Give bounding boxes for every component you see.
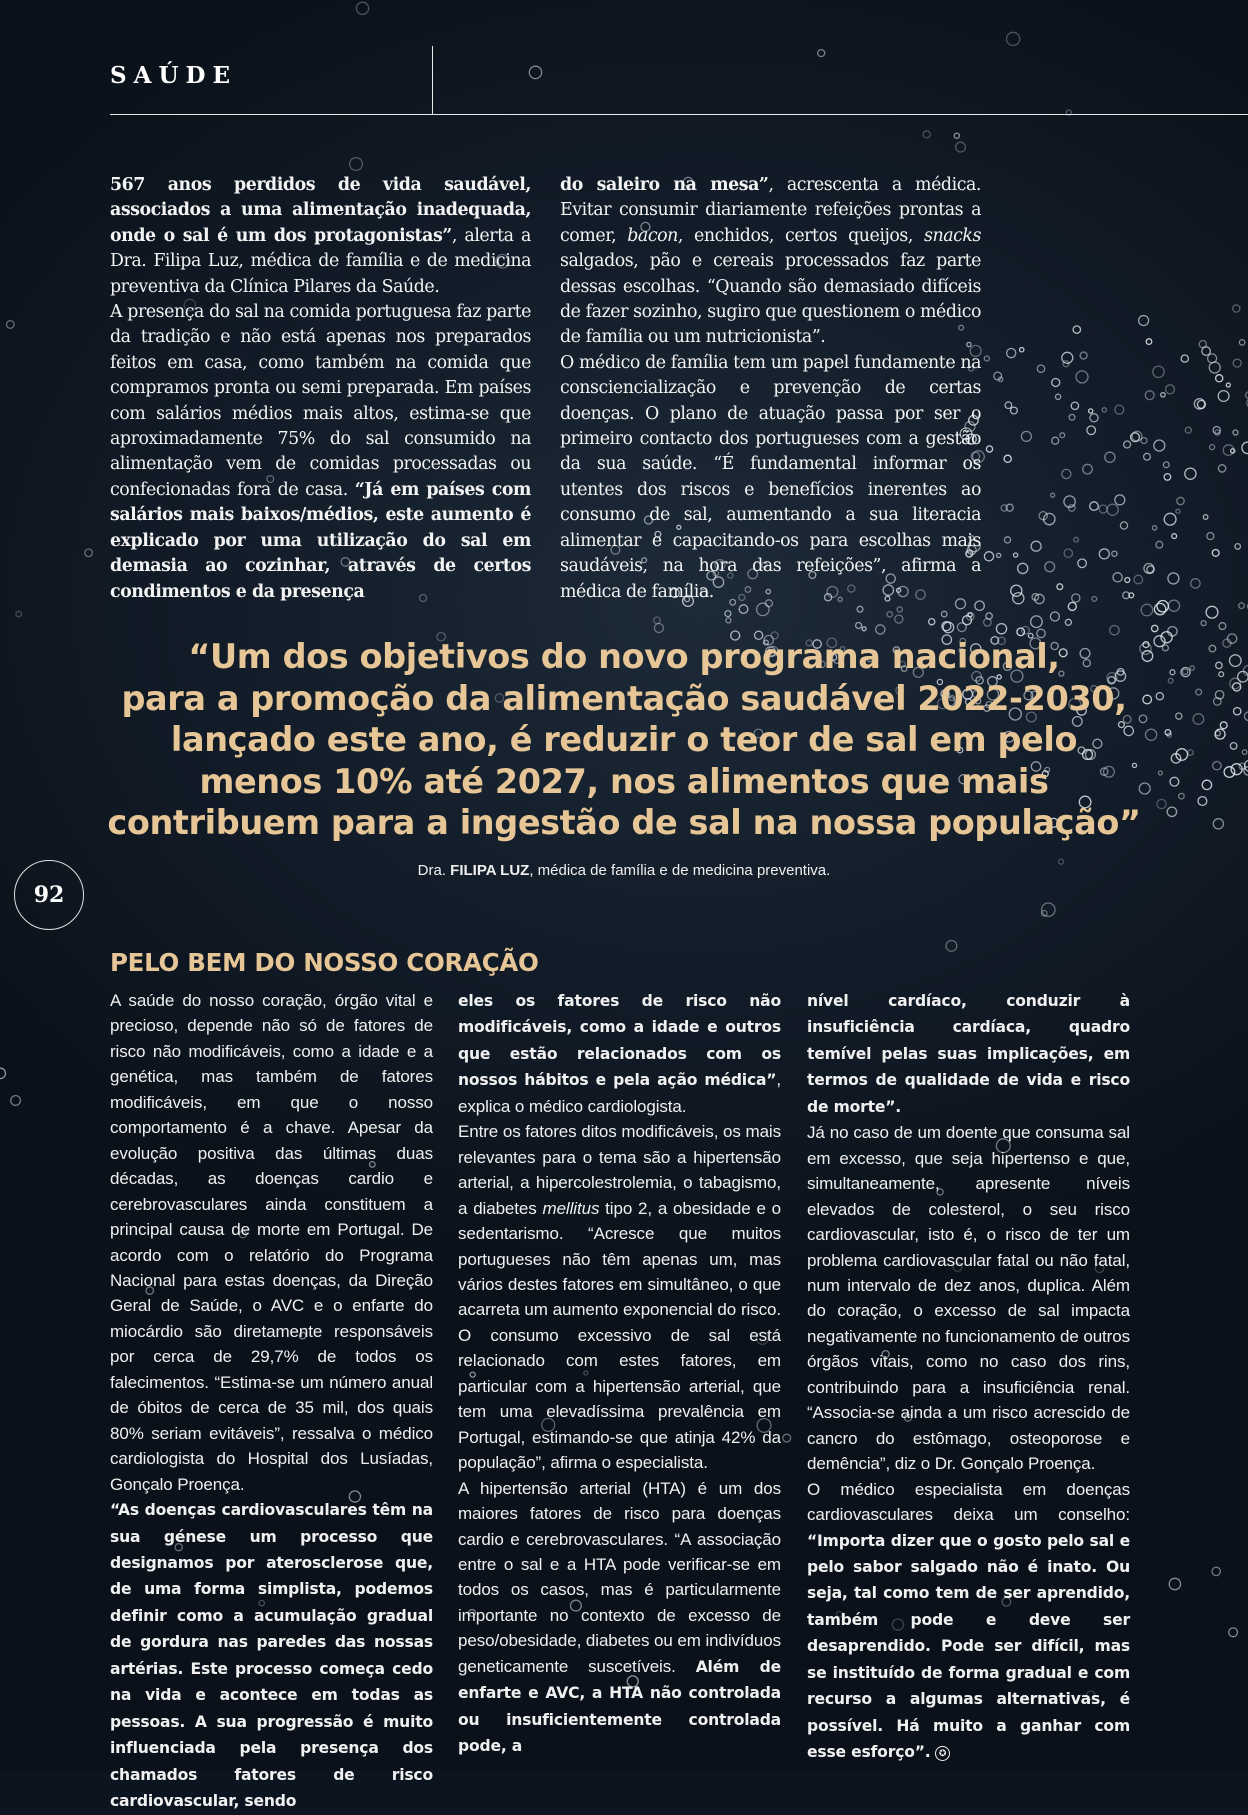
bubble (1172, 534, 1177, 539)
bubble (1229, 1628, 1238, 1637)
bubble (1235, 544, 1241, 550)
bubble (757, 603, 769, 615)
body-column-1 (110, 988, 433, 1815)
bubble (954, 133, 959, 138)
body-col1-paragraph-1: A saúde do nosso coração, órgão vital e precioso, depende não só de fatores de risco não modificáveis, como a idade e a genética, mas também de fatores modificáveis, em que o nosso comportamento é a chave. Apesar da evolução positiva das últimas duas décadas, as doenças cardio e cerebrovasculares ainda constituem a principal causa de morte em Portugal. De acordo com o relatório do Programa Nacional para estas doenças, da Direção Geral de Saúde, o AVC e o enfarte do miocárdio são diretamente responsáveis por cerca de 29,7% de todos os falecimentos. “Estima-se um número anual de óbitos de cerca de 35 mil, dos quais 80% seriam evitáveis”, ressalva o médico cardiologista do Hospital dos Lusíadas, Gonçalo Proença. (110, 988, 433, 1497)
intro-col2-paragraph-1: do saleiro na mesa”, acrescenta a médica. Evitar consumir diariamente refeições prontas a comer, bacon, enchidos, certos queijos, snacks salgados, pão e cereais processados faz parte dessas escolhas. “Quando são demasiado difíceis de fazer sozinho, sugiro que questionem o médico de família ou um nutricionista”. (560, 173, 981, 351)
bubble (1245, 760, 1248, 772)
bubble (1218, 465, 1225, 472)
pull-quote (80, 636, 1168, 844)
bubble (1005, 402, 1012, 409)
bubble (1083, 464, 1093, 474)
bubble (350, 158, 363, 171)
bubble (1226, 383, 1230, 387)
bubble (1057, 584, 1063, 590)
body-col3-paragraph-2: Já no caso de um doente que consuma sal em excesso, que seja hipertenso e que, simultaneamente, apresente níveis elevados de colesterol, o seu risco cardiovascular, isto é, o risco de ter um problema cardiovascular fatal ou não fatal, num intervalo de dez anos, duplica. Além do coração, o excesso de sal impacta negativamente no funcionamento de outros órgãos vitais, como no caso dos rins, contribuindo para a insuficiência renal. “Associa-se ainda a um risco acrescido de cancro do estômago, osteoporose e demência”, diz o Dr. Gonçalo Proença. (807, 1120, 1130, 1476)
bubble (1011, 407, 1018, 414)
bubble (1206, 606, 1218, 618)
intro-col1-paragraph-2: A presença do sal na comida portuguesa faz parte da tradição e não está apenas nos preparados feitos em casa, como também na comida que compramos pronta ou semi preparada. Em países com salários médios mais altos, estima-se que aproximadamente 75% do sal consumido na alimentação vem de comidas processadas ou confecionadas fora de casa. “Já em países com salários mais baixos/médios, este aumento é explicado por uma utilização do sal em demasia ao cozinhar, através de certos condimentos e da presença (110, 300, 531, 605)
bubble (1242, 442, 1248, 454)
section-heading: PELO BEM DO NOSSO CORAÇÃO (110, 948, 539, 977)
bubble (1071, 402, 1078, 409)
bubble (1167, 807, 1176, 816)
bubble (1045, 562, 1055, 572)
bubble (1031, 616, 1043, 628)
bubble (943, 622, 954, 633)
bubble (1004, 537, 1010, 543)
bubble (1125, 578, 1130, 583)
bubble (1134, 575, 1143, 584)
bubble (1170, 670, 1175, 675)
bubble (856, 623, 862, 629)
bubble (1105, 452, 1115, 462)
bubble (1115, 495, 1125, 505)
bubble (984, 552, 993, 561)
bubble (1166, 385, 1175, 394)
bubble (1176, 713, 1182, 719)
bubble (1213, 819, 1223, 829)
bubble (1154, 440, 1165, 451)
bubble (1152, 526, 1156, 530)
bubble (1076, 371, 1088, 383)
bubble (1065, 619, 1071, 625)
body-column-2 (458, 988, 781, 1760)
bubble (1220, 722, 1227, 729)
bubble (957, 623, 966, 632)
bubble (1014, 553, 1018, 557)
bubble (956, 142, 966, 152)
bubble (1199, 341, 1206, 348)
bubble (1017, 628, 1025, 636)
bubble (654, 617, 661, 624)
pull-quote-line: lançado este ano, é reduzir o teor de sal em pelo (80, 719, 1168, 761)
bubble (1021, 431, 1031, 441)
bubble (996, 624, 1006, 634)
bubble (1209, 362, 1220, 373)
bubble (1164, 474, 1171, 481)
pull-quote-line: para a promoção da alimentação saudável 2022-2030, (80, 678, 1168, 720)
bubble (7, 321, 15, 329)
bubble (1239, 340, 1244, 345)
bubble (1080, 352, 1087, 359)
bubble (1219, 623, 1226, 630)
body-col2-paragraph-1: eles os fatores de risco não modificáveis, como a idade e outros que estão relacionados com os nossos hábitos e pela ação médica”, explica o médico cardiologista. (458, 988, 781, 1119)
bubble (1191, 579, 1200, 588)
bubble (1233, 359, 1241, 367)
bubble (0, 1068, 6, 1078)
body-col2-paragraph-3: A hipertensão arterial (HTA) é um dos maiores fatores de risco para doenças cardio e cerebrovasculares. “A associação entre o sal e a HTA pode verificar-se em todos os casos, mas é particularmente importante no contexto de excesso de peso/obesidade, diabetes ou em indivíduos geneticamente suscetíveis. Além de enfarte e AVC, a HTA não controlada ou insuficientemente controlada pode, a (458, 1476, 781, 1760)
bubble (1233, 305, 1240, 312)
bubble (1031, 541, 1041, 551)
bubble (862, 627, 866, 631)
bubble (1145, 391, 1154, 400)
body-col1-paragraph-2: “As doenças cardiovasculares têm na sua génese um processo que designamos por aterosclerose que, de uma forma simplista, podemos definir como a acumulação gradual de gordura nas paredes das nossas artérias. Este processo começa cedo na vida e acontece em todas as pessoas. A sua progressão é muito influenciada pela presença dos chamados fatores de risco cardiovascular, sendo (110, 1497, 433, 1814)
bubble (1107, 504, 1118, 515)
bubble (1154, 603, 1165, 614)
bubble (1209, 645, 1216, 652)
bubble (1163, 462, 1169, 468)
bubble (1168, 600, 1179, 611)
bubble (1207, 533, 1214, 540)
bubble (1203, 515, 1208, 520)
bubble (356, 2, 368, 14)
bubble (1185, 468, 1196, 479)
bubble (1168, 627, 1177, 636)
bubble (1177, 497, 1184, 504)
bubble (1120, 522, 1127, 529)
intro-column-2 (560, 173, 981, 605)
bubble (1170, 777, 1179, 786)
bubble (1139, 316, 1149, 326)
bubble (1218, 391, 1229, 402)
bubble (1198, 797, 1207, 806)
intro-col2-paragraph-2: O médico de família tem um papel fundamente na consciencialização e prevenção de certas doenças. O plano de atuação passa por ser o primeiro contacto dos portugueses com a gestão da sua saúde. “É fundamental informar os utentes dos riscos e benefícios inerentes ao consumo de sal, aumentando a sua literacia alimentar e capacitando-os para escolhas mais saudáveis, na hora das refeições”, afirma a médica de família. (560, 351, 981, 605)
bubble (1146, 339, 1152, 345)
pull-quote-line: contribuem para a ingestão de sal na nossa população” (80, 802, 1168, 844)
bubble (1168, 678, 1173, 683)
bubble (739, 605, 748, 614)
bubble (1092, 597, 1097, 602)
bubble (929, 619, 935, 625)
bubble (1234, 708, 1241, 715)
bubble (1210, 445, 1215, 450)
bubble (923, 131, 930, 138)
bubble (1230, 655, 1242, 667)
bubble (1216, 662, 1222, 668)
bubble (1110, 626, 1119, 635)
bubble (1074, 537, 1079, 542)
bubble (887, 612, 892, 617)
bubble (1152, 625, 1158, 631)
bubble (1141, 604, 1153, 616)
bubble (1078, 559, 1087, 568)
bubble (11, 1096, 21, 1106)
bubble (994, 372, 1002, 380)
bubble (986, 446, 992, 452)
bubble (1153, 366, 1164, 377)
bubble (16, 611, 22, 617)
bubble (1124, 441, 1131, 448)
bubble (1190, 666, 1194, 670)
bubble (1102, 408, 1106, 412)
bubble (1090, 414, 1098, 422)
bubble (1004, 455, 1011, 462)
pull-quote-line: “Um dos objetivos do novo programa nacional, (80, 636, 1168, 678)
bubble (1072, 594, 1080, 602)
bubble (783, 1434, 791, 1442)
body-col3-paragraph-3: O médico especialista em doenças cardiovasculares deixa um conselho: “Importa dizer que o gosto pelo sal e pelo sabor salgado não é inato. Ou seja, tal como tem de ser aprendido, também pode e deve ser desaprendido. Pode ser difícil, mas se instituído de forma gradual e com recurso a algumas alternativas, é possível. Há muito a ganhar com esse esforço”. ✪ (807, 1477, 1130, 1766)
bubble (1176, 509, 1180, 513)
pull-quote-line: menos 10% até 2027, nos alimentos que mais (80, 761, 1168, 803)
bubble (1042, 903, 1055, 916)
bubble (1223, 445, 1234, 456)
bubble (1022, 626, 1030, 634)
bubble (726, 618, 731, 623)
bubble (1156, 541, 1163, 548)
bubble (1052, 437, 1059, 444)
bubble (1219, 672, 1224, 677)
bubble (876, 625, 885, 634)
bubble (1007, 32, 1020, 45)
body-col3-paragraph-1: nível cardíaco, conduzir à insuficiência cardíaca, quadro temível pelas suas implicações, em termos de qualidade de vida e risco de morte”. (807, 988, 1130, 1120)
bubble (1185, 427, 1191, 433)
bubble (1144, 564, 1154, 574)
bubble (1215, 731, 1220, 736)
bubble (1179, 793, 1185, 799)
section-label: SAÚDE (110, 62, 237, 89)
bubble (941, 611, 947, 617)
bubble (1099, 505, 1107, 513)
bubble (895, 615, 903, 623)
bubble (1051, 493, 1055, 497)
bubble (984, 356, 989, 361)
bubble (725, 611, 731, 617)
bubble (529, 66, 541, 78)
bubble (1233, 430, 1238, 435)
bubble (1035, 594, 1044, 603)
bubble (1216, 375, 1223, 382)
bubble (1161, 393, 1165, 397)
bubble (654, 624, 663, 633)
bubble (897, 607, 902, 612)
bubble (818, 50, 825, 57)
bubble (1069, 414, 1075, 420)
bubble (1168, 573, 1179, 584)
bubble (1013, 593, 1024, 604)
intro-col1-paragraph-1: 567 anos perdidos de vida saudável, associados a uma alimentação inadequada, onde o sal é um dos protagonistas”, alerta a Dra. Filipa Luz, médica de família e de medicina preventiva da Clínica Pilares da Saúde. (110, 173, 531, 300)
bubble (1020, 348, 1024, 352)
bubble (1144, 453, 1151, 460)
bubble (1224, 767, 1235, 778)
bubble (1052, 379, 1060, 387)
bubble (1242, 750, 1247, 755)
bubble (1011, 585, 1022, 596)
bubble (1169, 1578, 1180, 1589)
bubble (1060, 433, 1065, 438)
bubble (1073, 326, 1080, 333)
bubble (857, 606, 863, 612)
bubble (1212, 550, 1219, 557)
bubble (1087, 426, 1096, 435)
bubble (1213, 762, 1221, 770)
bubble (1202, 780, 1211, 789)
bubble (1099, 549, 1109, 559)
bubble (1201, 621, 1206, 626)
bubble (1239, 603, 1245, 609)
bubble (1050, 612, 1059, 621)
bubble (1037, 365, 1044, 372)
bubble (1230, 743, 1237, 750)
bubble (1112, 551, 1117, 556)
bubble (1059, 859, 1064, 864)
bubble (85, 549, 93, 557)
bubble (1181, 355, 1188, 362)
bubble (1018, 563, 1028, 573)
intro-column-1 (110, 173, 531, 605)
quote-attribution: Dra. FILIPA LUZ, médica de família e de medicina preventiva. (300, 862, 948, 879)
bubble (1090, 502, 1099, 511)
bubble (1089, 409, 1093, 413)
bubble (1212, 1567, 1220, 1575)
bubble (1064, 549, 1072, 557)
page-number: 92 (14, 860, 84, 930)
bubble (946, 941, 957, 952)
body-col2-paragraph-2: Entre os fatores ditos modificáveis, os mais relevantes para o tema são a hipertensão arterial, a hipercolestrolemia, o tabagismo, a diabetes mellitus tipo 2, a obesidade e o sedentarismo. “Acresce que muitos portugueses não têm apenas um, mas vários destes fatores em simultâneo, o que acarreta um aumento exponencial do risco. O consumo excessivo de sal está relacionado com estes fatores, em particular com a hipertensão arterial, que tem uma elevadíssima prevalência em Portugal, estimando-se que atinja 42% da população”, afirma o especialista. (458, 1119, 781, 1475)
bubble (1164, 513, 1176, 525)
bubble (1115, 405, 1124, 414)
bubble (1188, 750, 1193, 755)
bubble (1193, 714, 1204, 725)
bubble (997, 553, 1001, 557)
bubble (1238, 671, 1248, 682)
body-column-3 (807, 988, 1130, 1766)
bubble (1244, 712, 1248, 721)
header-divider (432, 46, 433, 114)
header-rule (110, 114, 1248, 115)
bubble (1227, 634, 1236, 643)
end-mark-icon: ✪ (935, 1746, 950, 1761)
bubble (1113, 573, 1122, 582)
bubble (1068, 602, 1076, 610)
bubble (1157, 601, 1168, 612)
bubble (1007, 349, 1016, 358)
bubble (1196, 689, 1202, 695)
bubble (1056, 394, 1061, 399)
bubble (1062, 469, 1071, 478)
bubble (1182, 669, 1187, 674)
